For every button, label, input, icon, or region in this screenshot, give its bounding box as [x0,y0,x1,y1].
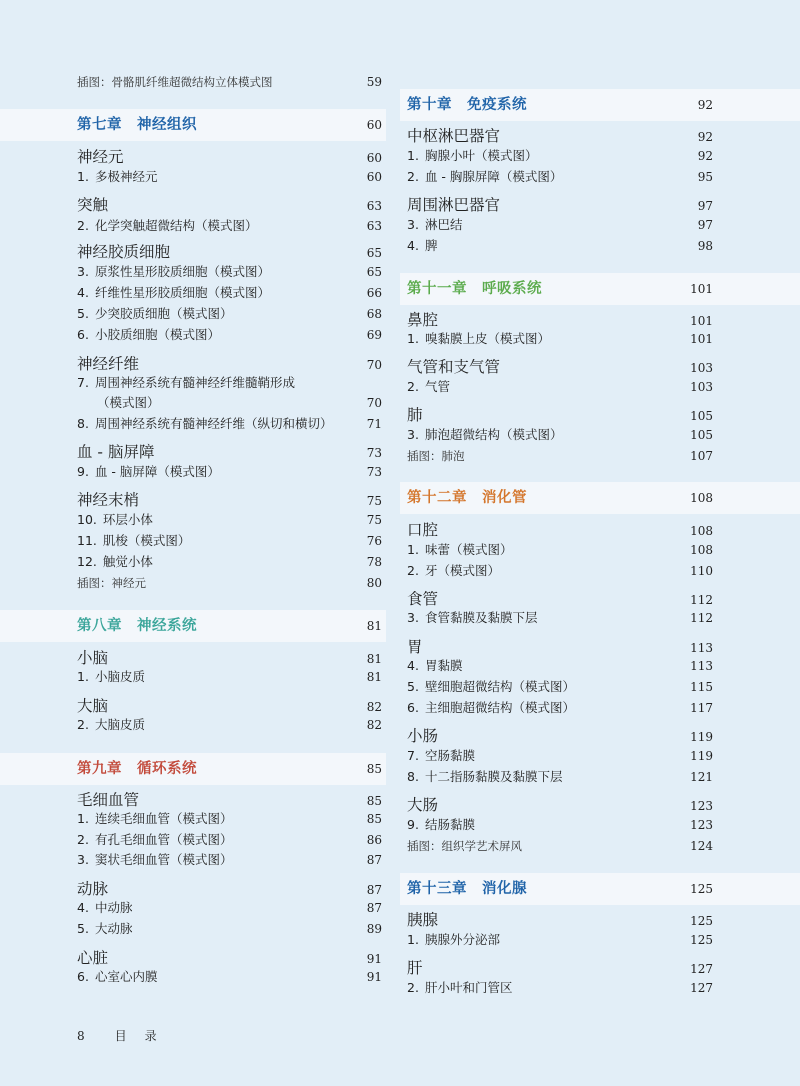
toc-item-text [407,542,512,558]
toc-item-number: 6. [407,700,419,715]
toc-item-number: 1. [407,331,419,346]
toc-plate-title: 插图：肺泡 [407,449,465,463]
toc-item-text [77,264,270,280]
toc-item-label: 壁细胞超微结构（模式图） [424,679,575,694]
toc-section-row [407,910,713,931]
toc-item-row [77,533,382,549]
toc-section-row [407,958,713,979]
toc-item-row [77,852,382,868]
toc-item-label: 少突胶质细胞（模式图） [94,306,233,321]
toc-section-title: 胃 [407,638,423,656]
toc-section-row [77,948,382,969]
page-footer [77,1027,175,1044]
toc-item-text [77,554,153,570]
toc-section-title: 肝 [407,959,423,977]
toc-item-row [407,748,713,764]
toc-item-label: 多极神经元 [94,169,158,184]
toc-section-row [407,637,713,658]
toc-item-label: 胰腺外分泌部 [424,932,500,947]
toc-page-number: 63 [366,199,382,213]
toc-page-number: 81 [366,670,382,684]
toc-item-label: 牙（模式图） [424,563,500,578]
toc-item-row [77,218,382,234]
toc-chapter-title: 第十一章 呼吸系统 [407,281,542,297]
toc-item-number: 12. [77,554,97,569]
toc-item-number: 2. [77,218,89,233]
toc-item-label: 化学突触超微结构（模式图） [94,218,258,233]
toc-item-label: 肌梭（模式图） [102,533,191,548]
toc-section-row [407,726,713,747]
toc-item-text [77,169,157,185]
toc-page-number: 75 [366,494,382,508]
toc-item-number: 9. [77,464,89,479]
toc-plate-row [407,448,713,464]
toc-item-text [77,218,257,234]
toc-item-text [407,169,562,185]
toc-item-text [77,285,270,301]
toc-item-row [77,169,382,185]
toc-page-number: 59 [366,75,382,89]
toc-item-number: 3. [77,264,89,279]
toc-item-text [77,900,132,916]
toc-page-number: 125 [690,914,713,928]
toc-item-row [77,375,382,391]
toc-item-text [407,817,475,833]
footer-page-number: 8 [77,1029,85,1043]
toc-section-title: 神经元 [77,148,124,166]
toc-section-title: 食管 [407,590,439,608]
toc-item-label: 气管 [424,379,450,394]
toc-page-number: 113 [690,641,713,655]
toc-page-number: 119 [690,749,713,763]
toc-item-text [407,379,450,395]
toc-section-row [77,879,382,900]
toc-item-number: 3. [407,427,419,442]
toc-section-title: 周围淋巴器官 [407,196,501,214]
toc-section-row [77,195,382,216]
toc-page-number: 73 [366,446,382,460]
toc-item-label: 小脑皮质 [94,669,145,684]
toc-page-number: 97 [697,199,713,213]
toc-item-row [77,306,382,322]
toc-item-label: 触觉小体 [102,554,153,569]
toc-item-number: 4. [407,658,419,673]
toc-item-label: 周围神经系统有髓神经纤维（纵切和横切） [94,416,333,431]
toc-item-label: 纤维性星形胶质细胞（模式图） [94,285,270,300]
toc-page-number: 85 [366,794,382,808]
toc-item-number: 2. [407,563,419,578]
toc-item-row [407,817,713,833]
toc-page-number: 95 [697,170,713,184]
toc-page-number: 105 [690,409,713,423]
toc-section-title: 心脏 [77,949,109,967]
toc-item-text [407,148,537,164]
toc-item-row [77,285,382,301]
toc-page-number: 105 [690,428,713,442]
toc-page-number: 81 [366,652,382,666]
toc-item-number: 2. [77,717,89,732]
toc-item-row [77,554,382,570]
toc-item-text [407,932,500,948]
toc-item-text [407,658,462,674]
toc-item-label: 血 - 脑屏障（模式图） [94,464,220,479]
toc-page-number: 85 [366,762,382,776]
toc-item-label: 连续毛细血管（模式图） [94,811,233,826]
toc-page-number: 123 [690,818,713,832]
toc-page-number: 121 [690,770,713,784]
toc-item-label: 十二指肠黏膜及黏膜下层 [424,769,563,784]
toc-item-text [77,375,295,391]
toc-section-title: 鼻腔 [407,311,439,329]
toc-item-text [407,980,512,996]
toc-item-row [77,811,382,827]
toc-page-number: 66 [366,286,382,300]
toc-chapter-row [407,279,713,299]
toc-page-number: 60 [366,118,382,132]
toc-item-row [407,932,713,948]
toc-section-title: 神经胶质细胞 [77,243,171,261]
toc-page-number: 87 [366,853,382,867]
toc-page-number: 86 [366,833,382,847]
toc-page-number: 103 [690,361,713,375]
toc-page-number: 70 [366,358,382,372]
toc-item-row [407,610,713,626]
toc-item-row [407,542,713,558]
toc-page-number: 68 [366,307,382,321]
toc-plate-title: 插图：神经元 [77,576,146,590]
toc-item-number: 2. [407,169,419,184]
toc-page-number: 112 [690,593,713,607]
toc-page-number: 70 [366,396,382,410]
toc-page-number: 87 [366,883,382,897]
toc-section-title: 口腔 [407,521,439,539]
toc-chapter-title: 第八章 神经系统 [77,618,197,634]
toc-item-text [77,669,145,685]
toc-section-title: 气管和支气管 [407,358,501,376]
toc-item-row [407,700,713,716]
toc-section-title: 胰腺 [407,911,439,929]
toc-page-number: 108 [690,543,713,557]
toc-item-label: 脾 [424,238,438,253]
toc-page-number: 60 [366,151,382,165]
toc-item-label: 淋巴结 [424,217,463,232]
toc-page-number: 124 [690,839,713,853]
toc-item-text [407,331,550,347]
toc-page-number: 108 [690,491,713,505]
toc-page-number: 92 [697,149,713,163]
toc-chapter-title: 第十二章 消化管 [407,490,527,506]
toc-item-number: 8. [407,769,419,784]
toc-item-number: 10. [77,512,97,527]
toc-item-text [77,306,232,322]
toc-page-number: 81 [366,619,382,633]
toc-page-number: 85 [366,812,382,826]
toc-page-number: 125 [690,933,713,947]
toc-page-number: 82 [366,718,382,732]
toc-item-text [77,921,132,937]
toc-section-row [407,357,713,378]
toc-page-number: 119 [690,730,713,744]
toc-item-label: 心室心内膜 [94,969,158,984]
toc-page-number: 101 [690,282,713,296]
toc-item-number: 7. [407,748,419,763]
toc-plate-row [77,575,382,591]
toc-item-label: 胸腺小叶（模式图） [424,148,538,163]
toc-page-number: 78 [366,555,382,569]
toc-item-number: 5. [77,921,89,936]
toc-item-label: 小胶质细胞（模式图） [94,327,220,342]
toc-item-number: 4. [77,900,89,915]
toc-section-row [77,490,382,511]
toc-chapter-row [407,95,713,115]
toc-section-row [407,310,713,331]
toc-item-text [407,563,500,579]
toc-item-row [77,669,382,685]
toc-plate-title: 插图：组织学艺术屏风 [407,839,522,853]
toc-chapter-row [77,759,382,779]
toc-item-row [77,512,382,528]
toc-plate-row [77,74,382,90]
toc-page-number: 127 [690,962,713,976]
toc-section-title: 动脉 [77,880,109,898]
toc-item-row [77,327,382,343]
toc-section-row [407,795,713,816]
toc-chapter-row [407,488,713,508]
toc-page-number: 65 [366,265,382,279]
toc-page-number: 91 [366,970,382,984]
toc-item-number: 8. [77,416,89,431]
toc-page-number: 92 [697,98,713,112]
toc-item-number: 2. [407,980,419,995]
toc-item-text [77,852,232,868]
toc-item-text [77,717,145,733]
toc-page-number: 92 [697,130,713,144]
toc-page-number: 60 [366,170,382,184]
toc-item-label: 有孔毛细血管（模式图） [94,832,233,847]
toc-item-label: 食管黏膜及黏膜下层 [424,610,538,625]
toc-item-label: 原浆性星形胶质细胞（模式图） [94,264,270,279]
toc-item-number: 4. [407,238,419,253]
toc-page-number: 63 [366,219,382,233]
toc-section-title: 小脑 [77,649,109,667]
toc-item-label: 中动脉 [94,900,133,915]
toc-item-text [407,217,462,233]
toc-section-row [77,354,382,375]
toc-item-row [407,217,713,233]
toc-item-number: 1. [407,542,419,557]
toc-section-title: 中枢淋巴器官 [407,127,501,145]
toc-item-text [407,610,537,626]
toc-item-text [407,679,575,695]
toc-item-text [77,416,332,432]
toc-page-number: 107 [690,449,713,463]
toc-item-row [77,264,382,280]
toc-item-text [77,512,153,528]
toc-item-row [407,658,713,674]
toc-item-row [407,169,713,185]
toc-item-number: 5. [407,679,419,694]
toc-page-number: 69 [366,328,382,342]
toc-chapter-title: 第十章 免疫系统 [407,97,527,113]
toc-section-title: 毛细血管 [77,791,140,809]
toc-page-number: 87 [366,901,382,915]
toc-item-number: 3. [407,610,419,625]
toc-item-number: 7. [77,375,89,390]
toc-page-number: 125 [690,882,713,896]
toc-section-row [77,442,382,463]
footer-title: 目录 [114,1029,175,1043]
toc-item-row [407,563,713,579]
toc-section-row [77,147,382,168]
toc-item-row [407,980,713,996]
toc-item-text [407,769,562,785]
toc-section-title: 小肠 [407,727,439,745]
toc-page-number: 117 [690,701,713,715]
toc-item-text [407,427,562,443]
toc-page-number: 108 [690,524,713,538]
toc-item-text [77,811,232,827]
toc-item-row [77,969,382,985]
toc-item-label: 空肠黏膜 [424,748,475,763]
toc-page-number: 123 [690,799,713,813]
toc-item-label: 胃黏膜 [424,658,463,673]
toc-page-number: 98 [697,239,713,253]
toc-section-title: 大肠 [407,796,439,814]
toc-section-title: 神经纤维 [77,355,140,373]
toc-chapter-row [77,115,382,135]
toc-item-text [77,832,232,848]
toc-page-number: 110 [690,564,713,578]
toc-item-row [77,900,382,916]
toc-section-row [407,520,713,541]
toc-item-label: （模式图） [97,395,160,410]
toc-chapter-title: 第九章 循环系统 [77,761,197,777]
toc-item-row [407,148,713,164]
toc-item-text [77,533,190,549]
toc-section-title: 肺 [407,406,423,424]
toc-item-row [407,379,713,395]
toc-item-label: 主细胞超微结构（模式图） [424,700,575,715]
toc-section-row [77,790,382,811]
toc-item-text [407,238,437,254]
toc-item-text [407,700,575,716]
toc-plate-title: 插图：骨骼肌纤维超微结构立体模式图 [77,75,273,89]
toc-page-number: 101 [690,332,713,346]
toc-chapter-row [407,879,713,899]
toc-page-number: 103 [690,380,713,394]
toc-page-number: 71 [366,417,382,431]
toc-item-row [77,395,382,411]
toc-plate-row [407,838,713,854]
toc-item-text [77,395,160,411]
toc-item-row [77,416,382,432]
toc-item-number: 3. [407,217,419,232]
toc-item-label: 周围神经系统有髓神经纤维髓鞘形成 [94,375,295,390]
toc-page-number: 75 [366,513,382,527]
toc-page-number: 115 [690,680,713,694]
toc-item-number: 2. [77,832,89,847]
toc-item-row [77,717,382,733]
toc-page-number: 127 [690,981,713,995]
toc-section-row [407,589,713,610]
toc-page-number: 97 [697,218,713,232]
toc-page-number: 65 [366,246,382,260]
toc-section-row [407,195,713,216]
toc-item-number: 1. [77,669,89,684]
toc-section-row [77,242,382,263]
toc-item-row [77,832,382,848]
toc-item-row [407,427,713,443]
toc-section-row [77,696,382,717]
toc-item-number: 1. [77,811,89,826]
toc-item-text [407,748,475,764]
toc-item-number: 9. [407,817,419,832]
toc-item-row [407,769,713,785]
toc-page-number: 101 [690,314,713,328]
toc-item-label: 肝小叶和门管区 [424,980,513,995]
toc-item-number: 6. [77,969,89,984]
toc-page-number: 73 [366,465,382,479]
toc-page-number: 82 [366,700,382,714]
toc-item-number: 11. [77,533,97,548]
toc-section-row [407,405,713,426]
toc-page-number: 76 [366,534,382,548]
toc-item-label: 窦状毛细血管（模式图） [94,852,233,867]
toc-section-row [77,648,382,669]
toc-item-label: 结肠黏膜 [424,817,475,832]
toc-item-text [77,327,220,343]
toc-item-label: 环层小体 [102,512,153,527]
toc-item-number: 2. [407,379,419,394]
toc-page-number: 80 [366,576,382,590]
toc-item-label: 肺泡超微结构（模式图） [424,427,563,442]
toc-item-text [77,464,220,480]
toc-item-label: 大动脉 [94,921,133,936]
toc-item-label: 味蕾（模式图） [424,542,513,557]
toc-item-label: 嗅黏膜上皮（模式图） [424,331,550,346]
toc-item-row [407,679,713,695]
toc-item-row [77,464,382,480]
toc-chapter-title: 第十三章 消化腺 [407,881,527,897]
toc-item-label: 血 - 胸腺屏障（模式图） [424,169,563,184]
toc-page-number: 113 [690,659,713,673]
toc-section-title: 神经末梢 [77,491,140,509]
toc-item-number: 1. [77,169,89,184]
toc-item-row [407,331,713,347]
toc-item-label: 大脑皮质 [94,717,145,732]
toc-chapter-title: 第七章 神经组织 [77,117,197,133]
toc-item-number: 1. [407,148,419,163]
toc-section-title: 突触 [77,196,109,214]
toc-section-title: 血 - 脑屏障 [77,443,155,461]
toc-section-title: 大脑 [77,697,109,715]
toc-page-number: 91 [366,952,382,966]
toc-item-number: 1. [407,932,419,947]
toc-chapter-row [77,616,382,636]
toc-item-number: 4. [77,285,89,300]
toc-item-row [77,921,382,937]
toc-item-number: 5. [77,306,89,321]
toc-item-number: 3. [77,852,89,867]
toc-section-row [407,126,713,147]
toc-item-row [407,238,713,254]
toc-page-number: 89 [366,922,382,936]
toc-item-number: 6. [77,327,89,342]
toc-page-number: 112 [690,611,713,625]
toc-item-text [77,969,157,985]
